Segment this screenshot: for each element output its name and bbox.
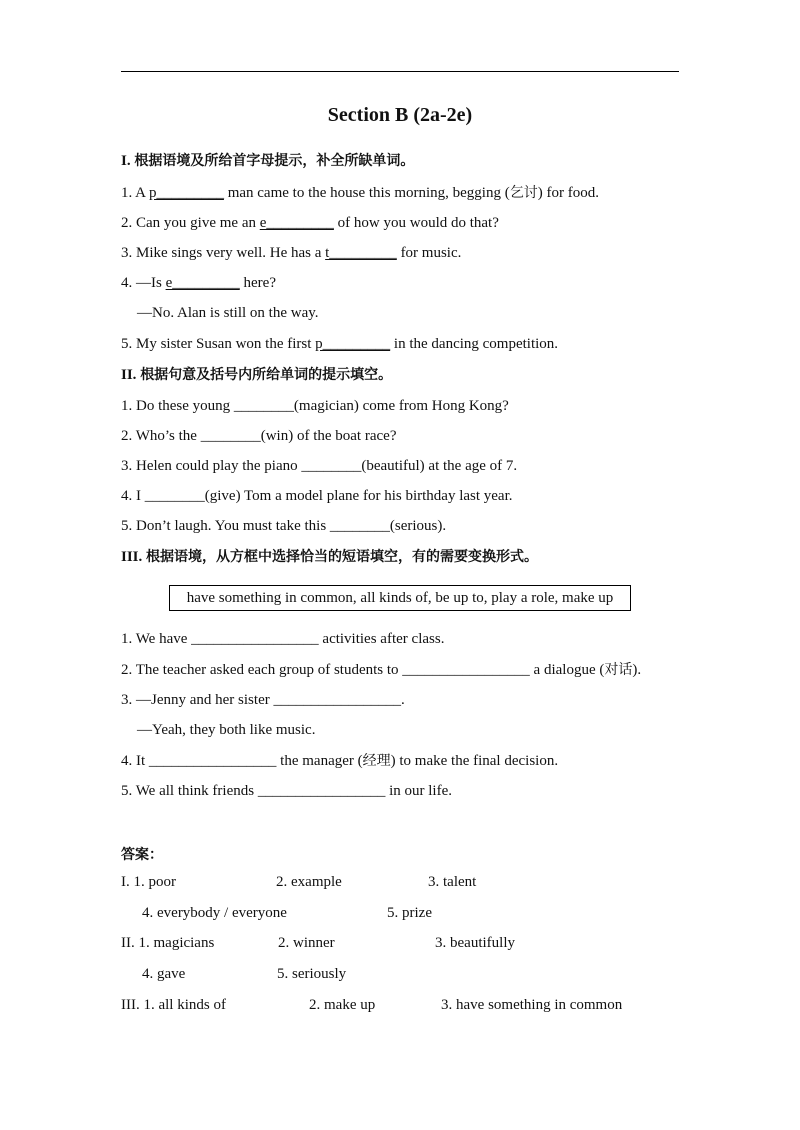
answer: 2. make up <box>309 997 376 1013</box>
answer: 4. everybody / everyone <box>142 905 287 921</box>
part3-heading <box>121 547 538 567</box>
item-text: 4. —Is <box>121 275 166 291</box>
fill-blank: p_________ <box>315 336 391 352</box>
answer: II. 1. magicians <box>121 935 215 951</box>
answer: 3. beautifully <box>435 935 515 951</box>
part1-num: I. <box>121 153 131 169</box>
part3-item-2 <box>121 660 641 680</box>
part1-item-4 <box>121 273 276 293</box>
part3-item-3: 3. —Jenny and her sister _________________. <box>121 692 405 708</box>
fill-blank: p_________ <box>148 185 224 201</box>
item-text: 3. Mike sings very well. He has a <box>121 245 326 261</box>
part3-instr: 根据语境，从方框中选择恰当的短语填空，有的需要变换形式。 <box>146 549 539 565</box>
part2-heading <box>121 365 392 385</box>
item-text: 1. A <box>121 185 149 201</box>
part1-item-4-reply: —No. Alan is still on the way. <box>137 305 319 321</box>
fill-blank: t_________ <box>325 245 397 261</box>
answer: 2. example <box>276 874 342 890</box>
part1-item-2 <box>121 213 499 233</box>
part3-num: III. <box>121 549 143 565</box>
item-text: for music. <box>396 245 462 261</box>
header-rule <box>121 71 679 72</box>
answer: 4. gave <box>142 966 186 982</box>
part1-item-3 <box>121 243 461 263</box>
item-text: 2. The teacher asked each group of students to _________________ a dialogue ( <box>121 662 605 678</box>
answer: 5. seriously <box>277 966 347 982</box>
part2-item-4: 4. I ________(give) Tom a model plane for his birthday last year. <box>121 488 513 504</box>
item-text: 2. Can you give me an <box>121 215 260 231</box>
item-text: ). <box>632 662 642 678</box>
chinese-gloss: 乞讨 <box>509 185 538 201</box>
item-text: here? <box>239 275 276 291</box>
part2-num: II. <box>121 367 137 383</box>
item-text: 4. It _________________ the manager ( <box>121 753 363 769</box>
answer: 2. winner <box>278 935 335 951</box>
part3-item-4 <box>121 751 558 771</box>
answer: I. 1. poor <box>121 874 176 890</box>
part1-item-5 <box>121 334 558 354</box>
item-text: in the dancing competition. <box>390 336 559 352</box>
fill-blank: e_________ <box>259 215 334 231</box>
item-text: 5. My sister Susan won the first <box>121 336 316 352</box>
part1-heading <box>121 151 414 171</box>
answer: 5. prize <box>387 905 432 921</box>
item-text: man came to the house this morning, begging ( <box>223 185 510 201</box>
page-title: Section B (2a-2e) <box>327 104 473 126</box>
part2-item-3: 3. Helen could play the piano ________(beautiful) at the age of 7. <box>121 458 518 474</box>
part2-item-5: 5. Don’t laugh. You must take this ________(serious). <box>121 518 447 534</box>
part2-item-2: 2. Who’s the ________(win) of the boat race? <box>121 428 397 444</box>
answer: 3. have something in common <box>441 997 623 1013</box>
item-text: ) to make the final decision. <box>390 753 559 769</box>
answer: III. 1. all kinds of <box>121 997 226 1013</box>
chinese-gloss: 经理 <box>362 753 391 769</box>
item-text: ) for food. <box>537 185 599 201</box>
part3-item-5: 5. We all think friends _________________ in our life. <box>121 783 452 799</box>
answer: 3. talent <box>428 874 477 890</box>
part2-instr: 根据句意及括号内所给单词的提示填空。 <box>140 367 393 383</box>
part2-item-1: 1. Do these young ________(magician) come from Hong Kong? <box>121 398 509 414</box>
part3-item-3-reply: —Yeah, they both like music. <box>137 722 316 738</box>
part1-instr: 根据语境及所给首字母提示，补全所缺单词。 <box>134 153 415 169</box>
part3-item-1: 1. We have _________________ activities after class. <box>121 631 445 647</box>
answers-heading: 答案： <box>121 847 163 863</box>
fill-blank: e_________ <box>165 275 240 291</box>
item-text: of how you would do that? <box>333 215 499 231</box>
chinese-gloss: 对话 <box>604 662 633 678</box>
part1-item-1 <box>121 183 599 203</box>
phrase-box: have something in common, all kinds of, be up to, play a role, make up <box>169 585 631 611</box>
